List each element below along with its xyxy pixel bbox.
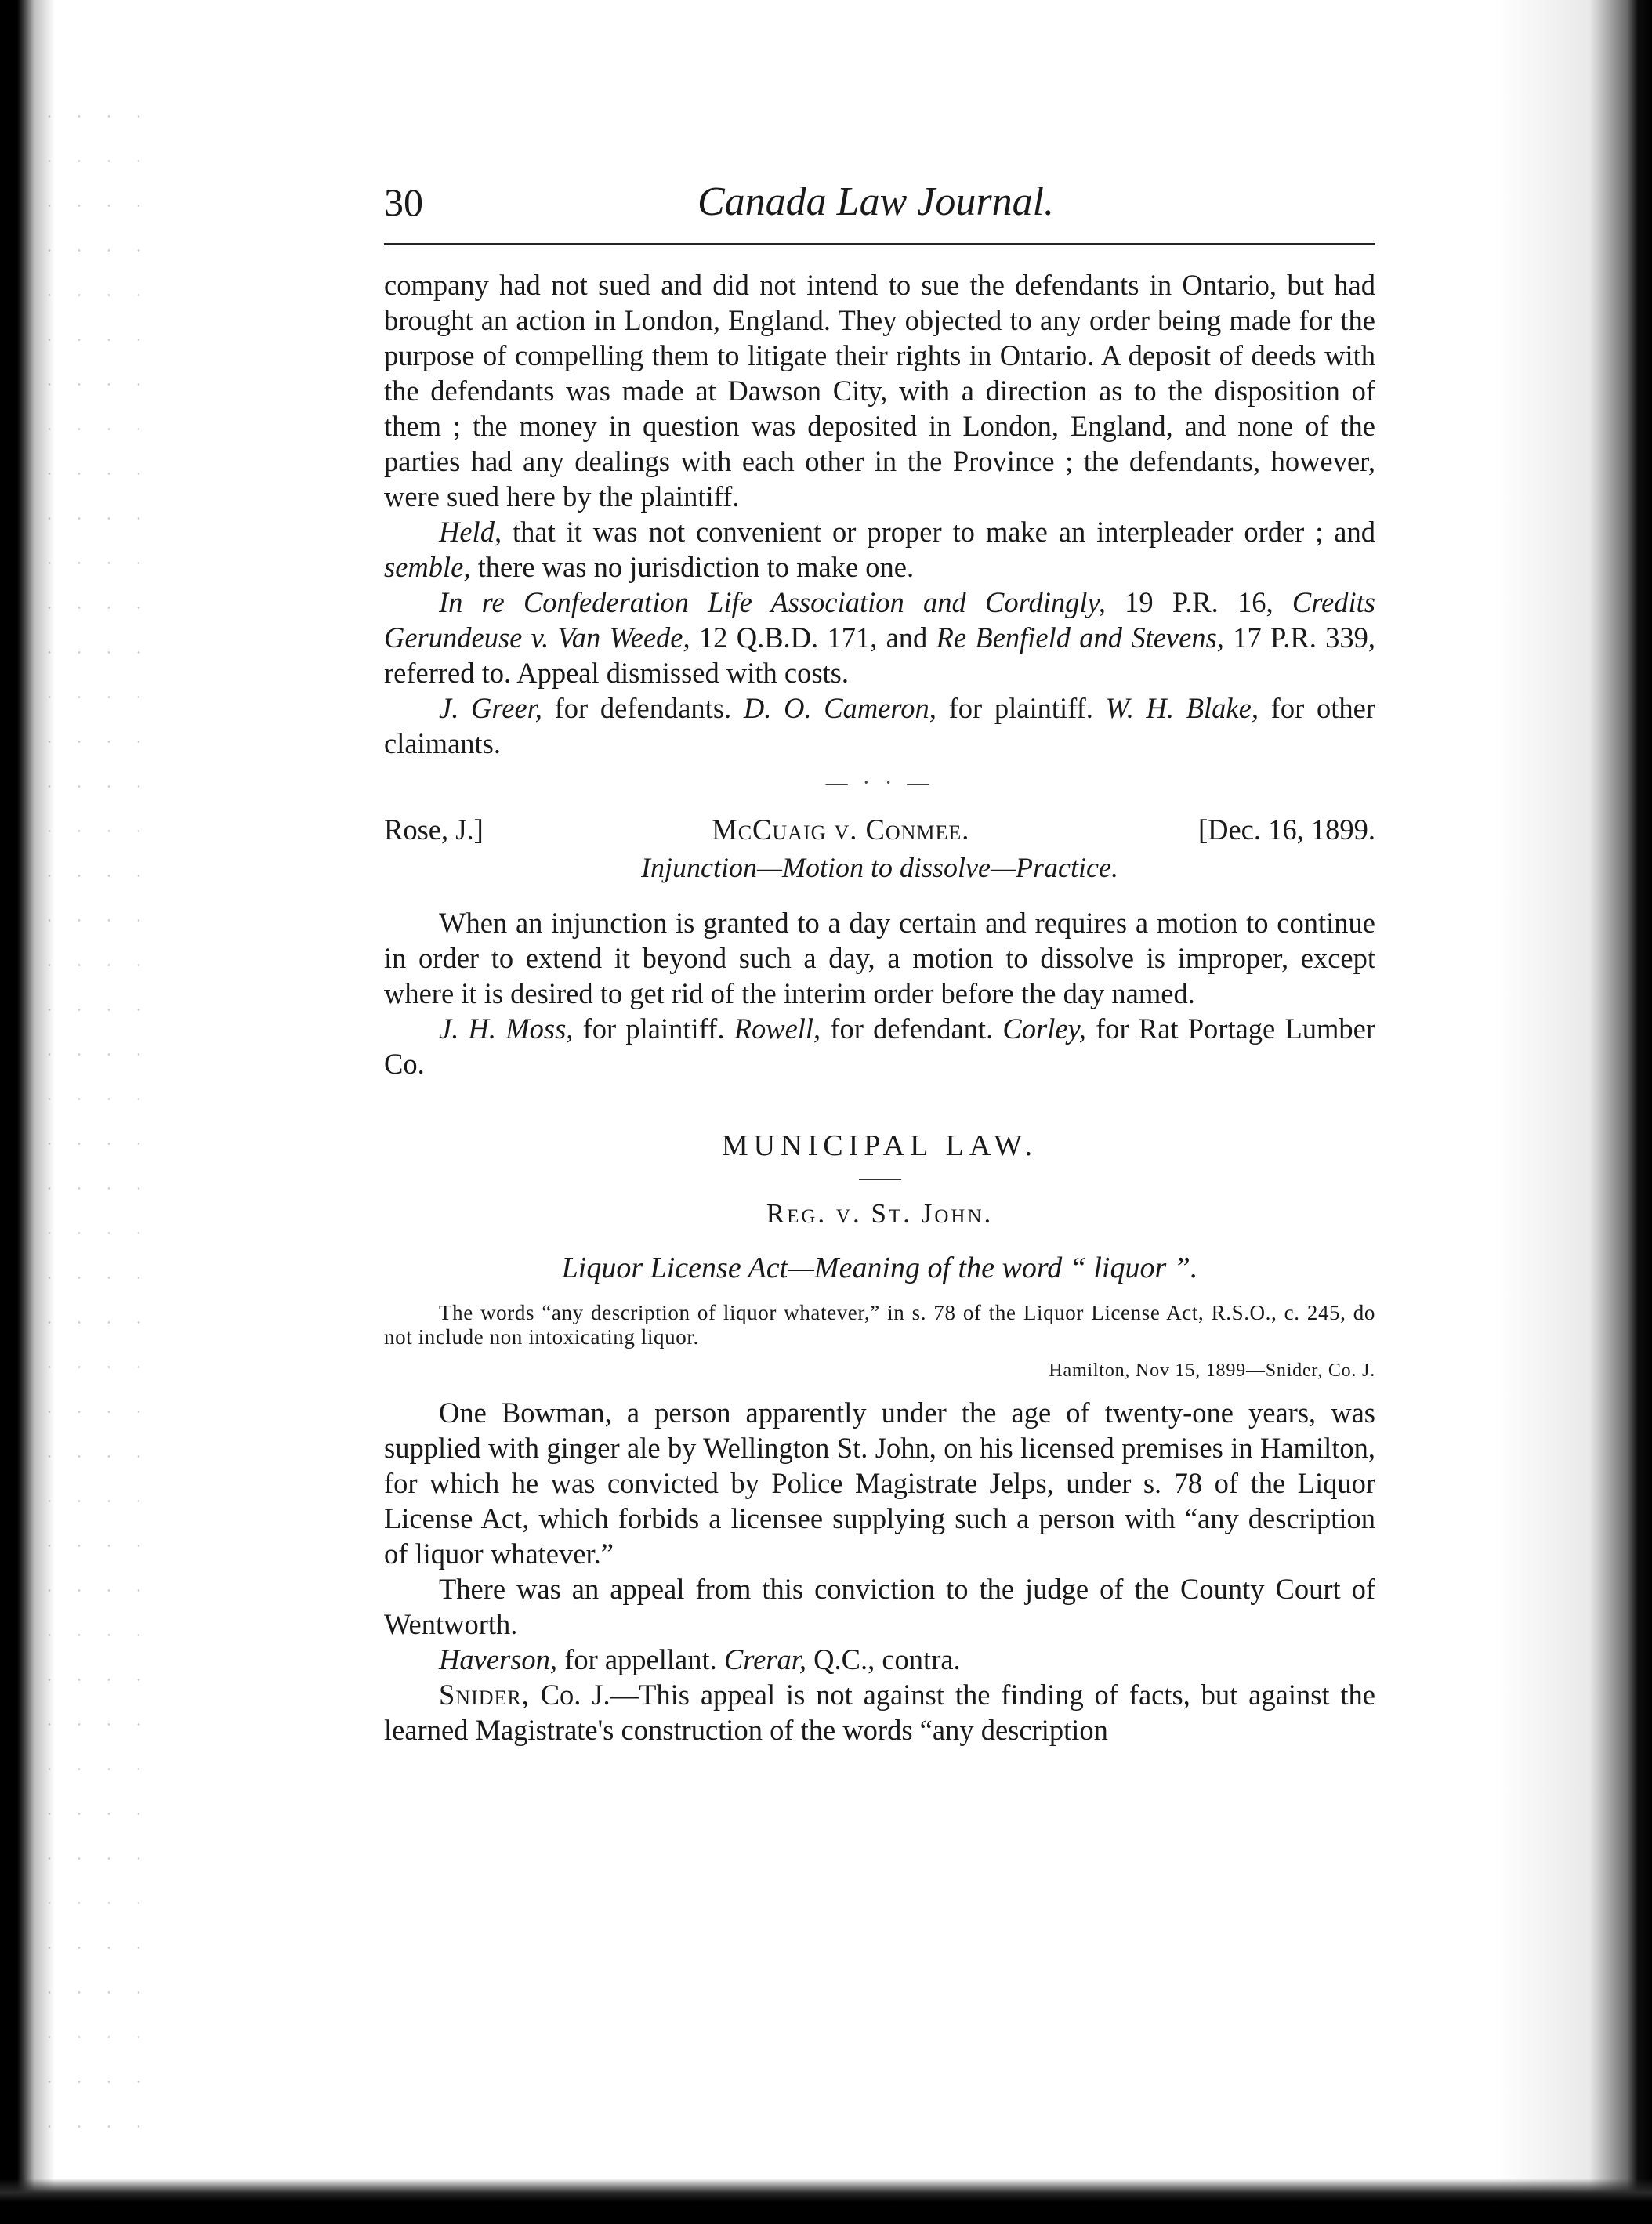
case-one-held [384,514,1375,585]
journal-title: Canada Law Journal. [697,179,1055,224]
citation-disposition: 17 P.R. 339, referred to. Appeal dismissed with costs. [384,621,1376,689]
counsel-role: for defendant. [821,1012,1003,1045]
held-end: there was no jurisdiction to make one. [470,551,915,583]
section-heading: MUNICIPAL LAW. [721,1129,1038,1162]
citation-ref: 19 P.R. 16, [1105,586,1292,618]
case-three-title: Reg. v. St. John. [766,1198,994,1229]
counsel-role: for plaintiff. [936,692,1106,724]
case-three-counsel [384,1642,1375,1677]
case-two-subject: Injunction—Motion to dissolve—Practice. [641,852,1118,883]
case-two [384,905,1375,1081]
case-separator: — · · — [825,771,934,795]
case-two-date: [Dec. 16, 1899. [1197,813,1375,846]
counsel-role: for Rat Portage Lumber Co. [384,1012,1375,1080]
citation-ref: 12 Q.B.D. 171, and [690,621,936,654]
case-three-judgment [384,1677,1375,1748]
running-head [384,179,1375,245]
section-rule [859,1179,901,1180]
judge-name: Snider, [439,1679,530,1711]
case-three-appeal: There was an appeal from this conviction to the judge of the County Court of Wentworth. [384,1573,1375,1640]
counsel-name: Rowell, [734,1012,821,1045]
citation-credits: Credits Gerundeuse v. Van Weede, [384,586,1375,654]
counsel-role: for other claimants. [384,692,1375,759]
scan-right-edge [1495,0,1652,2224]
case-three-subject: Liquor License Act—Meaning of the word “ liquor ”. [561,1251,1198,1284]
semble-word: semble, [384,551,471,583]
counsel-name: D. O. Cameron, [743,692,936,724]
counsel-role: Q.C., contra. [806,1643,961,1675]
counsel-name: Crerar, [723,1643,807,1675]
counsel-name: Haverson, [439,1643,558,1675]
judgment-text: Co. J.—This appeal is not against the finding of facts, but against the learned Magistrate's construction of the words “any description [384,1679,1375,1746]
case-three-headnote: The words “any description of liquor whatever,” in s. 78 of the Liquor License Act, R.S.O., c. 245, do not include non intoxicating liquor. [384,1301,1375,1349]
citation-confederation: In re Confederation Life Association and Cordingly, [439,586,1106,618]
counsel-role: for plaintiff. [573,1012,734,1045]
case-three [384,1395,1375,1748]
case-one-facts: company had not sued and did not intend to sue the defendants in Ontario, but had brought an action in London, England. They objected to any order being made for the purpose of compelling them to litigate their rights in Ontario. A deposit of deeds with the defendants was made at Dawson City, with a direction as to the disposition of them ; the money in question was deposited in London, England, and none of the parties had any dealings with each other in the Province ; the defendants, however, were sued here by the plaintiff. [384,269,1375,513]
scan-bottom-edge [0,2179,1652,2224]
journal-page [384,179,1375,1748]
case-one-citations [384,585,1375,690]
case-one [384,267,1375,761]
counsel-role: for defendants. [542,692,744,724]
scan-margin-specks [34,94,160,2132]
case-two-judge: Rose, J.] [384,813,484,846]
page-number: 30 [384,180,423,224]
case-two-title: McCuaig v. Conmee. [712,813,970,846]
case-two-header [384,811,1375,849]
counsel-name: Corley, [1002,1012,1086,1045]
case-three-facts: One Bowman, a person apparently under the age of twenty-one years, was supplied with ginger ale by Wellington St. John, on his licensed premises in Hamilton, for which he was convicted by Police Magistrate Jelps, under s. 78 of the Liquor License Act, which forbids a licensee supplying such a person with “any description of liquor whatever.” [384,1396,1375,1570]
counsel-name: J. Greer, [439,692,542,724]
held-label: Held, [439,516,502,548]
case-three-court-citation: Hamilton, Nov 15, 1899—Snider, Co. J. [1049,1360,1375,1381]
citation-benfield: Re Benfield and Stevens, [936,621,1224,654]
counsel-role: for appellant. [557,1643,724,1675]
counsel-name: W. H. Blake, [1105,692,1259,724]
case-one-counsel [384,690,1375,761]
case-two-holding: When an injunction is granted to a day certain and requires a motion to continue in order to extend it beyond such a day, a motion to dissolve is improper, except where it is desired to get rid of the interim order before the day named. [384,907,1375,1009]
counsel-name: J. H. Moss, [439,1012,574,1045]
held-text: that it was not convenient or proper to make an interpleader order ; and [502,516,1375,548]
case-two-counsel [384,1011,1375,1081]
